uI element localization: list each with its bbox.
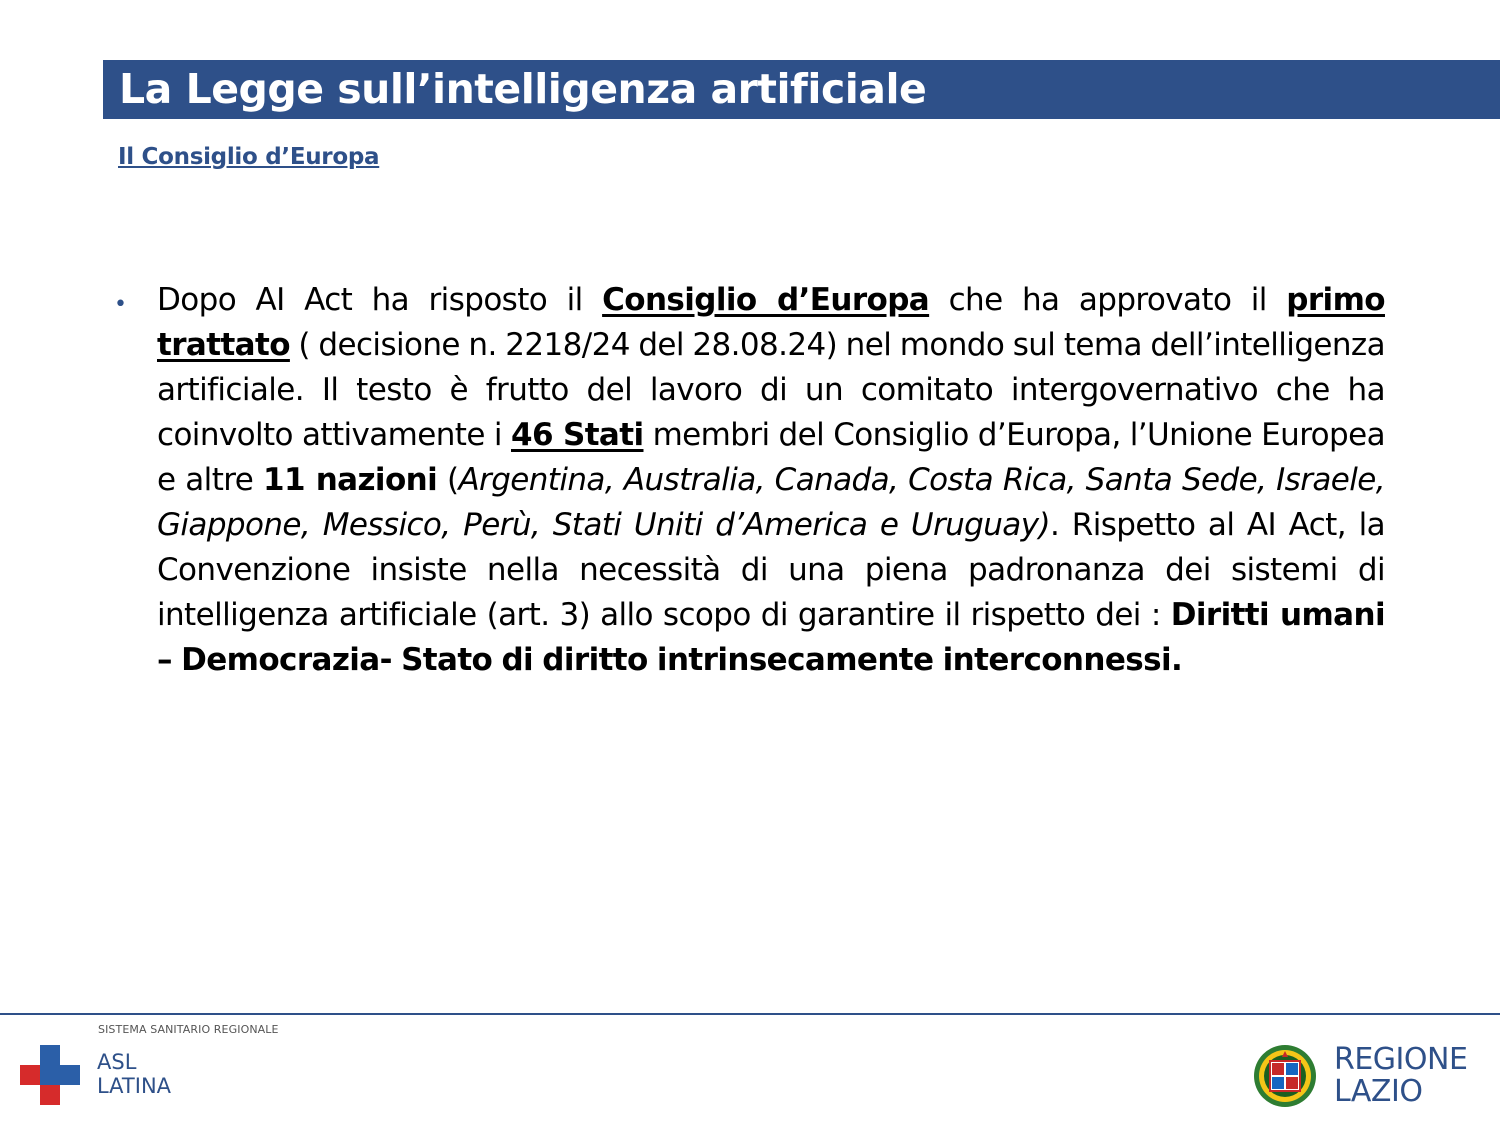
countries-list: Argentina, Australia, Canada, Costa Rica, Santa Sede, Israele, Giappone, Messico, Perù, Stati Uniti d’America e Uruguay) [157, 462, 1385, 543]
lazio-label: LAZIO [1334, 1074, 1423, 1109]
asl-label: ASL [97, 1050, 137, 1074]
footer-divider [0, 1013, 1500, 1015]
regione-label: REGIONE [1334, 1042, 1468, 1077]
consiglio-europa-emphasis: Consiglio d’Europa [602, 282, 930, 318]
body-text-6: . Rispetto al AI Act, la Convenzione insiste nella necessità di una piena padronanza dei sistemi di intelligenza artificiale (art. 3) allo scopo di garantire il rispetto dei : [157, 507, 1385, 633]
bullet-icon: • [114, 292, 127, 317]
body-text-2: che ha approvato il [948, 282, 1287, 318]
latina-label: LATINA [97, 1074, 172, 1098]
title-bar [103, 60, 1500, 119]
slide-subtitle: Il Consiglio d’Europa [118, 144, 380, 170]
stati-emphasis: 46 Stati [511, 417, 644, 453]
body-text-3: ( decisione n. 2218/24 del 28.08.24) nel mondo sul tema dell’intelligenza artificiale. Il testo è frutto del lavoro di un comitato intergovernativo che ha coinvolto attivamente i [157, 327, 1385, 453]
regione-lazio-emblem-icon [1252, 1043, 1318, 1109]
sistema-sanitario-label: SISTEMA SANITARIO REGIONALE [98, 1023, 279, 1036]
regione-lazio-name [1334, 1044, 1467, 1108]
body-text-4: membri del Consiglio d’Europa, l’Unione Europea e altre [157, 417, 1385, 498]
nazioni-emphasis: 11 nazioni [263, 462, 438, 498]
body-paragraph [157, 278, 1385, 683]
conclusion-emphasis: Diritti umani – Democrazia- Stato di diritto intrinsecamente interconnessi. [157, 597, 1386, 678]
asl-cross-logo-icon [20, 1045, 80, 1105]
primo-trattato-emphasis: primo trattato [157, 282, 1385, 363]
body-text-5: ( [437, 462, 459, 498]
body-text-1: Dopo AI Act ha risposto il [157, 282, 603, 318]
asl-latina-name [97, 1050, 171, 1098]
slide-title: La Legge sull’intelligenza artificiale [119, 65, 927, 113]
